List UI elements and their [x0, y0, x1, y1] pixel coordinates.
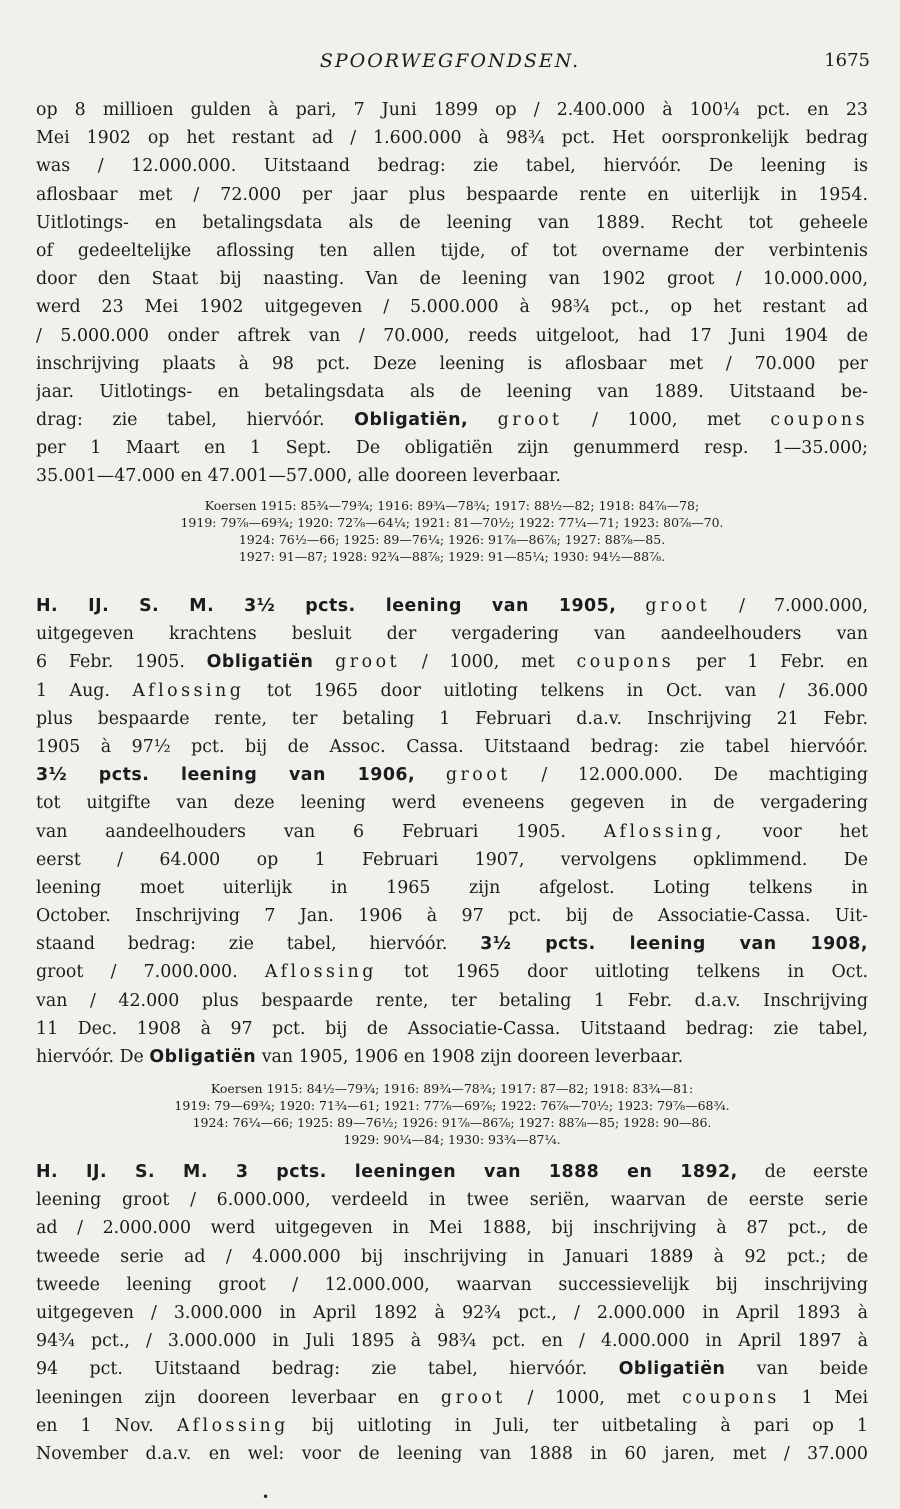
- text-line: door den Staat bij naasting. Van de leening van 1902 groot / 10.000.000,: [36, 269, 868, 290]
- text-line: Uitlotings- en betalingsdata als de leening van 1889. Recht tot geheele: [36, 212, 868, 233]
- spaced-term: coupons: [576, 652, 675, 673]
- spaced-term: Aflossing: [176, 1415, 289, 1436]
- text-line: plus bespaarde rente, ter betaling 1 Februari d.a.v. Inschrijving 21 Febr.: [36, 708, 868, 729]
- text-run: voor het: [762, 821, 868, 842]
- text-run: / 12.000.000.: [541, 765, 684, 786]
- text-line: uitgegeven / 3.000.000 in April 1892 à 92¾ pct., / 2.000.000 in April 1893 à: [36, 1302, 868, 1323]
- text-line: 1905 à 97½ pct. bij de Assoc. Cassa. Uitstaand bedrag: zie tabel hiervóór.: [36, 736, 868, 757]
- text-line: October. Inschrijving 7 Jan. 1906 à 97 pct. bij de Associatie-Cassa. Uit-: [36, 906, 868, 927]
- text-line: tweede leening groot / 12.000.000, waarvan successievelijk bij inschrijving: [36, 1274, 868, 1295]
- text-line: [36, 1384, 868, 1412]
- text-line: [36, 648, 868, 676]
- text-line: leening moet uiterlijk in 1965 zijn afgelost. Loting telkens in: [36, 877, 868, 898]
- print-speck: •: [262, 1490, 270, 1504]
- text-run: De machtiging: [713, 765, 868, 786]
- spaced-term: groot: [335, 652, 401, 673]
- price-quote-line: 1919: 79⅞—69¾; 1920: 72⅞—64¼; 1921: 81—70½; 1922: 77¼—71; 1923: 80⅞—70.: [180, 515, 724, 530]
- text-run: hiervóór. De: [36, 1047, 144, 1067]
- text-run: en 1 Nov.: [36, 1415, 154, 1436]
- text-line: November d.a.v. en wel: voor de leening van 1888 in 60 jaren, met / 37.000: [36, 1443, 868, 1464]
- text-run: per 1 Febr. en: [695, 652, 868, 673]
- spaced-term: groot: [445, 765, 511, 786]
- text-run: 6 Febr. 1905.: [36, 652, 185, 673]
- price-quote-line: Koersen 1915: 85¾—79¾; 1916: 89¾—78¾; 1917: 88½—82; 1918: 84⅞—78;: [204, 498, 700, 513]
- price-quote-line: 1924: 76¼—66; 1925: 89—76½; 1926: 91⅞—86⅞; 1927: 88⅞—85; 1928: 90—86.: [192, 1115, 712, 1130]
- text-run: staand bedrag: zie tabel, hiervóór.: [36, 934, 448, 955]
- price-quote-line: 1927: 91—87; 1928: 92¾—88⅞; 1929: 91—85¼; 1930: 94½—88⅞.: [238, 549, 666, 564]
- text-run: bij uitloting in Juli, ter uitbetaling à pari op 1: [311, 1415, 868, 1436]
- spaced-term: Aflossing: [132, 680, 245, 701]
- text-run: / 1000, met: [421, 652, 555, 673]
- text-line: of gedeeltelijke aflossing ten allen tijde, of tot overname der verbintenis: [36, 240, 868, 261]
- text-line: 94¾ pct., / 3.000.000 in Juli 1895 à 98¾ pct. en / 4.000.000 in April 1897 à: [36, 1331, 868, 1352]
- text-run: 1 Aug.: [36, 680, 110, 701]
- text-line: tot uitgifte van deze leening werd eveneens gegeven in de vergadering: [36, 793, 868, 814]
- spaced-term: Aflossing,: [603, 821, 725, 842]
- text-line: [36, 958, 868, 986]
- section-heading: 3½ pcts. leening van 1906,: [36, 765, 416, 786]
- text-line: per 1 Maart en 1 Sept. De obligatiën zijn genummerd resp. 1—35.000;: [36, 438, 868, 459]
- text-line: 11 Dec. 1908 à 97 pct. bij de Associatie-Cassa. Uitstaand bedrag: zie tabel,: [36, 1018, 868, 1039]
- text-line: [36, 1355, 868, 1383]
- text-run: groot / 7.000.000.: [36, 962, 238, 983]
- spaced-term: coupons: [682, 1387, 780, 1408]
- text-run: / 1000, met: [527, 1387, 661, 1408]
- text-line: [36, 1043, 868, 1071]
- text-run: 1 Mei: [801, 1387, 868, 1408]
- price-quote-line: Koersen 1915: 84½—79¾; 1916: 89¾—78¾; 1917: 87—82; 1918: 83¾—81:: [210, 1081, 694, 1096]
- page-header: [0, 50, 900, 78]
- text-run: van aandeelhouders van 6 Februari 1905.: [36, 821, 566, 842]
- koersen-block-2: [36, 1080, 868, 1148]
- text-run: 94 pct. Uitstaand bedrag: zie tabel, hiervóór.: [36, 1359, 588, 1380]
- section-heading: H. IJ. S. M. 3 pcts. leeningen van 1888 en 1892,: [36, 1162, 738, 1182]
- text-run: tot 1965 door uitloting telkens in Oct. van / 36.000: [266, 680, 868, 701]
- text-run: drag: zie tabel, hiervóór.: [36, 410, 325, 431]
- text-line: van / 42.000 plus bespaarde rente, ter betaling 1 Febr. d.a.v. Inschrijving: [36, 990, 868, 1011]
- spaced-term: Aflossing: [264, 962, 377, 983]
- text-run: de eerste: [764, 1162, 868, 1182]
- bold-term-obligatien: Obligatiën: [206, 652, 314, 673]
- koersen-block-1: [36, 497, 868, 565]
- text-line: leening groot / 6.000.000, verdeeld in twee seriën, waarvan de eerste serie: [36, 1190, 868, 1211]
- text-line: op 8 millioen gulden à pari, 7 Juni 1899 op / 2.400.000 à 100¼ pct. en 23: [36, 100, 868, 120]
- text-run: / 7.000.000,: [739, 596, 868, 616]
- text-run: leeningen zijn dooreen leverbaar en: [36, 1387, 420, 1408]
- text-line: inschrijving plaats à 98 pct. Deze leening is aflosbaar met / 70.000 per: [36, 353, 868, 374]
- text-run: van 1905, 1906 en 1908 zijn dooreen leverbaar.: [261, 1047, 684, 1067]
- bold-term-obligatien: Obligatiën,: [354, 410, 469, 431]
- text-line: 35.001—47.000 en 47.001—57.000, alle dooreen leverbaar.: [36, 466, 561, 487]
- section-1905-1906-1908: [36, 592, 868, 1071]
- text-line: [36, 592, 868, 620]
- text-line: [36, 677, 868, 705]
- text-line: / 5.000.000 onder aftrek van / 70.000, reeds uitgeloot, had 17 Juni 1904 de: [36, 325, 868, 346]
- text-line: [36, 818, 868, 846]
- spaced-term: coupons: [770, 410, 868, 431]
- price-quote-line: 1919: 79—69¾; 1920: 71¾—61; 1921: 77⅞—69⅞; 1922: 76⅞—70½; 1923: 79⅞—68¾.: [174, 1098, 730, 1113]
- paragraph-1902-loan: [36, 96, 868, 491]
- section-heading: 3½ pcts. leening van 1908,: [480, 934, 868, 955]
- text-line: Mei 1902 op het restant ad / 1.600.000 à 98¾ pct. Het oorspronkelijk bedrag: [36, 128, 868, 149]
- page-number: 1675: [824, 50, 870, 71]
- text-line: [36, 930, 868, 958]
- text-line: [36, 1158, 868, 1186]
- section-heading: H. IJ. S. M. 3½ pcts. leening van 1905,: [36, 596, 617, 616]
- text-line: [36, 761, 868, 789]
- bold-term-obligatien: Obligatiën: [149, 1047, 257, 1067]
- bold-term-obligatien: Obligatiën: [618, 1359, 726, 1380]
- text-line: tweede serie ad / 4.000.000 bij inschrijving in Januari 1889 à 92 pct.; de: [36, 1246, 868, 1267]
- spaced-term: groot: [440, 1387, 506, 1408]
- section-1888-1892: [36, 1158, 868, 1468]
- price-quote-line: 1929: 90¼—84; 1930: 93¾—87¼.: [343, 1132, 561, 1147]
- text-line: eerst / 64.000 op 1 Februari 1907, vervolgens opklimmend. De: [36, 849, 868, 870]
- text-run: van beide: [756, 1359, 868, 1380]
- spaced-term: groot: [497, 410, 563, 431]
- text-line: werd 23 Mei 1902 uitgegeven / 5.000.000 à 98¾ pct., op het restant ad: [36, 297, 868, 318]
- spaced-term: groot: [645, 596, 711, 616]
- text-run: tot 1965 door uitloting telkens in Oct.: [404, 962, 868, 983]
- text-line: jaar. Uitlotings- en betalingsdata als de leening van 1889. Uitstaand be-: [36, 381, 868, 402]
- text-run: / 1000, met: [592, 410, 741, 431]
- text-line: ad / 2.000.000 werd uitgegeven in Mei 1888, bij inschrijving à 87 pct., de: [36, 1218, 868, 1239]
- running-title: SPOORWEGFONDSEN.: [319, 50, 581, 72]
- text-line: was / 12.000.000. Uitstaand bedrag: zie tabel, hiervóór. De leening is: [36, 156, 868, 177]
- text-line: uitgegeven krachtens besluit der vergadering van aandeelhouders van: [36, 624, 868, 645]
- text-line: [36, 1412, 868, 1440]
- price-quote-line: 1924: 76½—66; 1925: 89—76¼; 1926: 91⅞—86⅞; 1927: 88⅞—85.: [238, 532, 666, 547]
- text-line: aflosbaar met / 72.000 per jaar plus bespaarde rente en uiterlijk in 1954.: [36, 184, 868, 205]
- text-line: [36, 406, 868, 434]
